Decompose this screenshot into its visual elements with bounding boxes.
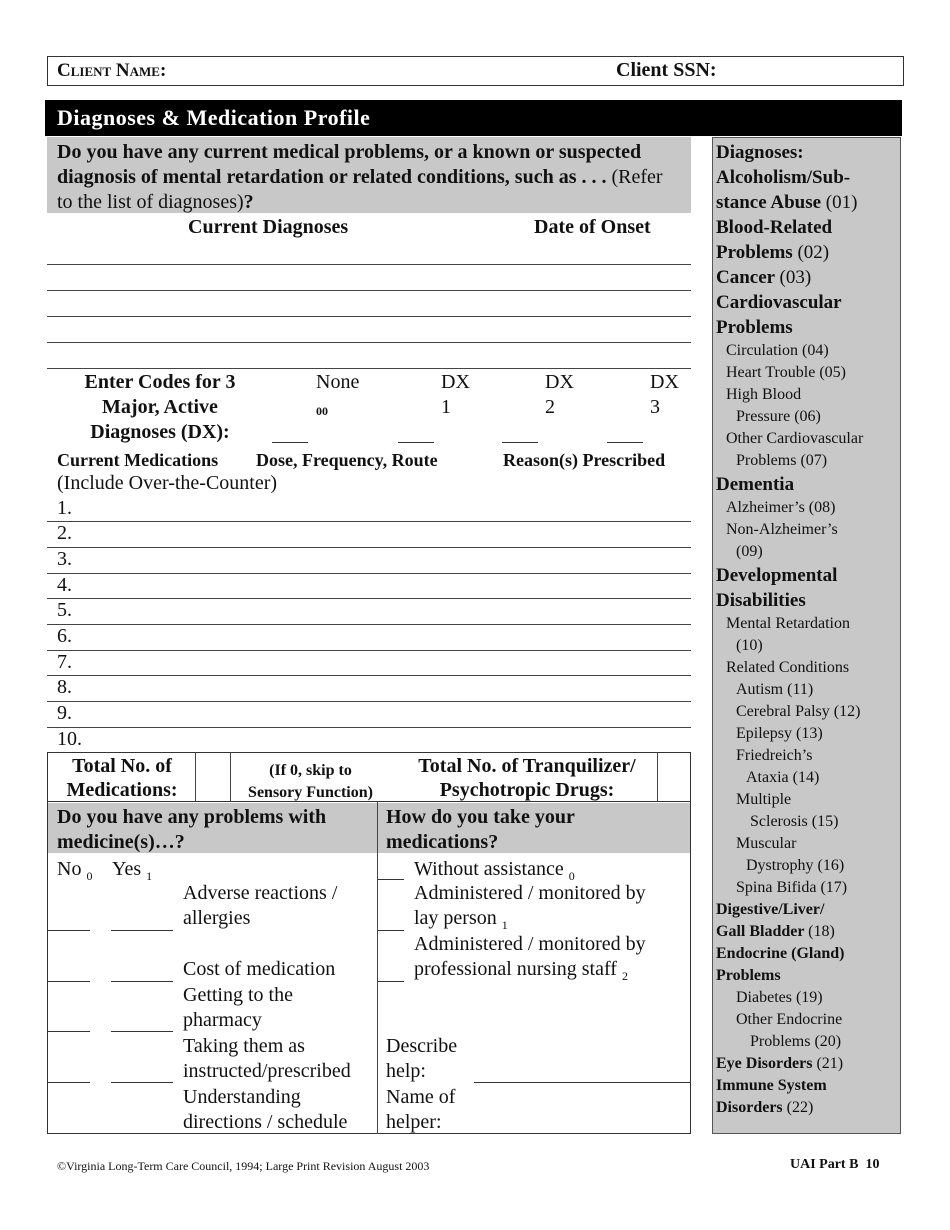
sidebar-item: Alzheimer’s (08) <box>726 499 836 516</box>
dx3-blank[interactable] <box>607 442 643 443</box>
codes-label <box>60 370 260 445</box>
dx1-blank[interactable] <box>398 442 434 443</box>
client-ssn-label[interactable]: Client SSN: <box>616 59 717 81</box>
dx1-label-b: 1 <box>441 396 451 418</box>
option-blank-without-assistance[interactable] <box>378 879 404 880</box>
sidebar-item: Sclerosis (15) <box>750 813 839 830</box>
dx2-label-b: 2 <box>545 396 555 418</box>
sidebar-item: Cerebral Palsy (12) <box>736 703 861 720</box>
opt3-line1: Administered / monitored by <box>414 933 646 955</box>
no-sub: 0 <box>86 869 93 883</box>
sidebar-item <box>716 265 900 290</box>
option-blank-lay-person[interactable] <box>378 930 404 931</box>
helper-line2: helper: <box>386 1111 442 1133</box>
diagnosis-line-5[interactable] <box>47 368 691 369</box>
sidebar-heading: Diagnoses: <box>716 142 804 163</box>
problem-item-line: Understanding <box>183 1086 301 1108</box>
total-meds-label <box>50 754 194 802</box>
sidebar-item: (10) <box>736 637 763 654</box>
sidebar-item: Multiple <box>736 791 792 808</box>
dx2-label <box>545 370 574 420</box>
med-line-number: 9. <box>57 702 72 724</box>
helper-line1: Name of <box>386 1086 456 1108</box>
sidebar-item: Disabilities <box>716 590 806 611</box>
dx3-label-b: 3 <box>650 396 660 418</box>
med-line-number: 10. <box>57 728 82 750</box>
footer-page-num: 10 <box>865 1157 880 1172</box>
date-of-onset-header: Date of Onset <box>534 216 651 238</box>
total-meds-box[interactable] <box>196 753 230 801</box>
problem-item-line: Taking them as <box>183 1035 305 1057</box>
problem-item <box>183 881 337 931</box>
med-line[interactable] <box>47 573 691 574</box>
total-meds-label-1: Total No. of <box>72 755 172 777</box>
footer-page <box>790 1157 879 1173</box>
total-meds-label-2: Medications: <box>66 779 178 801</box>
question1-normal: (Refer to the list of diagnoses) <box>57 166 663 213</box>
problems-header-1: Do you have any problems with <box>57 806 327 828</box>
dx2-blank[interactable] <box>502 442 538 443</box>
helper-name-blank[interactable] <box>474 1133 690 1134</box>
codes-label-1: Enter Codes for 3 <box>84 371 236 393</box>
sidebar-code: (01) <box>825 192 858 213</box>
skip-note-1: (If 0, skip to <box>269 762 352 779</box>
how-take-header-2: medications? <box>386 831 499 853</box>
sidebar-item: Alcoholism/Sub- <box>716 167 851 188</box>
question1-bold: Do you have any current medical problems, or a known or suspected diagnosis of mental retardation or related conditions, such as . . . <box>57 141 642 188</box>
med-line[interactable] <box>47 547 691 548</box>
problem-item <box>183 957 335 982</box>
med-line[interactable] <box>47 650 691 651</box>
sidebar-item: Non-Alzheimer’s <box>726 521 838 538</box>
tranq-label <box>396 754 658 802</box>
med-line-number: 4. <box>57 574 72 596</box>
yes-sub: 1 <box>146 869 153 883</box>
none-code: 00 <box>316 404 328 418</box>
problem-no-blank[interactable] <box>48 1031 90 1032</box>
problems-header-2: medicine(s)…? <box>57 831 185 853</box>
sidebar-item: Circulation (04) <box>726 342 829 359</box>
describe-line2: help: <box>386 1060 426 1082</box>
question1-text <box>57 140 677 215</box>
opt2-line2: lay person <box>414 907 497 929</box>
dx1-label <box>441 370 470 420</box>
sidebar-item: Other Cardiovascular <box>726 430 864 447</box>
question1-end: ? <box>243 191 254 213</box>
no-label <box>57 857 92 889</box>
none-code-blank[interactable] <box>272 442 308 443</box>
dx2-label-a: DX <box>545 371 574 393</box>
sidebar-text: stance Abuse <box>716 192 822 213</box>
opt3-sub: 2 <box>621 969 628 983</box>
problem-item-line: Adverse reactions / <box>183 882 338 904</box>
problem-item <box>183 983 293 1033</box>
no-label-text: No <box>57 858 82 880</box>
current-diagnoses-header: Current Diagnoses <box>188 216 349 238</box>
opt2-sub: 1 <box>501 918 508 932</box>
med-line[interactable] <box>47 521 691 522</box>
option-lay-person <box>414 881 646 938</box>
opt3-line2: professional nursing staff <box>414 958 617 980</box>
sidebar-item: Endocrine (Gland) <box>716 945 845 962</box>
problem-no-blank[interactable] <box>48 1082 90 1083</box>
tranq-label-2: Psychotropic Drugs: <box>439 779 615 801</box>
sidebar-item: Dystrophy (16) <box>746 857 845 874</box>
sidebar-code: (02) <box>797 242 830 263</box>
problem-item-line: pharmacy <box>183 1009 262 1031</box>
dx1-label-a: DX <box>441 371 470 393</box>
med-line-number: 1. <box>57 497 72 519</box>
problem-item-line: directions / schedule <box>183 1111 348 1133</box>
footer-copyright: ©Virginia Long-Term Care Council, 1994; Large Print Revision August 2003 <box>57 1159 430 1173</box>
yes-label-text: Yes <box>112 858 142 880</box>
med-line[interactable] <box>47 675 691 676</box>
sidebar-item: Ataxia (14) <box>746 769 820 786</box>
dose-header: Dose, Frequency, Route <box>256 450 438 470</box>
med-line-number: 7. <box>57 651 72 673</box>
med-line[interactable] <box>47 727 691 728</box>
describe-help-blank[interactable] <box>474 1082 690 1083</box>
sidebar-code: (21) <box>816 1055 844 1072</box>
opt1-sub: 0 <box>568 869 575 883</box>
med-line-number: 6. <box>57 625 72 647</box>
sidebar-item <box>716 190 900 215</box>
how-take-header-1: How do you take your <box>386 806 575 828</box>
sidebar-code: (03) <box>779 267 812 288</box>
include-otc-note: (Include Over-the-Counter) <box>57 472 278 494</box>
skip-note-2: Sensory Function) <box>248 784 373 801</box>
sidebar-item <box>716 1097 900 1119</box>
tranq-box[interactable] <box>658 753 690 801</box>
client-name-label[interactable]: Client Name: <box>57 60 167 81</box>
dx3-label-a: DX <box>650 371 679 393</box>
med-line-number: 5. <box>57 599 72 621</box>
describe-line1: Describe <box>386 1035 458 1057</box>
problem-item-line: allergies <box>183 907 251 929</box>
sidebar-item: Friedreich’s <box>736 747 813 764</box>
option-nursing-staff <box>414 932 646 989</box>
opt2-line1: Administered / monitored by <box>414 882 646 904</box>
yes-label <box>112 857 152 889</box>
sidebar-item: Pressure (06) <box>736 408 821 425</box>
diagnosis-line-1[interactable] <box>47 264 691 265</box>
problem-no-blank[interactable] <box>48 930 90 931</box>
med-line[interactable] <box>47 598 691 599</box>
problem-no-blank[interactable] <box>48 1133 90 1134</box>
med-line-number: 2. <box>57 522 72 544</box>
codes-label-3: Diagnoses (DX): <box>90 421 230 443</box>
describe-help-label <box>386 1034 457 1084</box>
sidebar-item: Heart Trouble (05) <box>726 364 846 381</box>
sidebar-item: Problems <box>716 967 781 984</box>
sidebar-item: Other Endocrine <box>736 1011 843 1028</box>
problem-item-line: Getting to the <box>183 984 293 1006</box>
sidebar-item: Epilepsy (13) <box>736 725 823 742</box>
diagnosis-line-3[interactable] <box>47 316 691 317</box>
sidebar-text: Eye Disorders <box>716 1055 813 1072</box>
diagnoses-sidebar <box>712 137 901 1134</box>
sidebar-item: Autism (11) <box>736 681 814 698</box>
sidebar-item <box>716 240 900 265</box>
sidebar-text: Disorders <box>716 1099 783 1116</box>
client-header-box <box>47 56 904 86</box>
sidebar-text: Cancer <box>716 267 775 288</box>
sidebar-code: (22) <box>786 1099 814 1116</box>
med-line[interactable] <box>47 624 691 625</box>
problem-yes-blank[interactable] <box>111 930 173 931</box>
sidebar-item: Muscular <box>736 835 797 852</box>
sidebar-item: Problems <box>716 317 793 338</box>
problem-item-line: instructed/prescribed <box>183 1060 351 1082</box>
problem-item <box>183 1034 351 1084</box>
sidebar-item <box>716 921 900 943</box>
footer-page-label: UAI Part B <box>790 1157 859 1172</box>
problem-item <box>183 1085 347 1135</box>
problem-item-line: Cost of medication <box>183 958 336 980</box>
sidebar-item: Diabetes (19) <box>736 989 823 1006</box>
problems-header <box>57 805 326 855</box>
sidebar-item: Problems (20) <box>750 1033 842 1050</box>
problem-no-blank[interactable] <box>48 981 90 982</box>
codes-label-2: Major, Active <box>102 396 218 418</box>
sidebar-item: Digestive/Liver/ <box>716 901 825 918</box>
sidebar-text: Problems <box>716 242 793 263</box>
opt1-text: Without assistance <box>414 858 564 880</box>
sidebar-item: Problems (07) <box>736 452 828 469</box>
sidebar-item <box>716 1053 900 1075</box>
tranq-label-1: Total No. of Tranquilizer/ <box>418 755 636 777</box>
totals-divider <box>230 752 231 802</box>
med-line-number: 3. <box>57 548 72 570</box>
diagnosis-line-2[interactable] <box>47 290 691 291</box>
helper-name-label <box>386 1085 455 1135</box>
problem-yes-blank[interactable] <box>111 981 173 982</box>
problem-yes-blank[interactable] <box>111 1082 173 1083</box>
sidebar-item: Developmental <box>716 565 838 586</box>
problem-yes-blank[interactable] <box>111 1133 173 1134</box>
dx3-label <box>650 370 679 420</box>
sidebar-item: Mental Retardation <box>726 615 850 632</box>
none-label: None <box>316 371 360 393</box>
med-line[interactable] <box>47 701 691 702</box>
sidebar-item: Immune System <box>716 1077 827 1094</box>
current-medications-header: Current Medications <box>57 450 219 470</box>
option-blank-nursing-staff[interactable] <box>378 981 404 982</box>
sidebar-item: Spina Bifida (17) <box>736 879 848 896</box>
sidebar-code: (18) <box>808 923 835 940</box>
med-line-number: 8. <box>57 676 72 698</box>
sidebar-item: Cardiovascular <box>716 292 842 313</box>
sidebar-item: High Blood <box>726 386 802 403</box>
diagnosis-line-4[interactable] <box>47 342 691 343</box>
section-title: Diagnoses & Medication Profile <box>57 105 371 130</box>
sidebar-item: (09) <box>736 543 763 560</box>
sidebar-item: Blood-Related <box>716 217 833 238</box>
sidebar-item: Dementia <box>716 474 795 495</box>
problem-yes-blank[interactable] <box>111 1031 173 1032</box>
skip-note <box>232 760 389 804</box>
sidebar-text: Gall Bladder <box>716 923 805 940</box>
sidebar-item: Related Conditions <box>726 659 850 676</box>
how-take-header <box>386 805 575 855</box>
reason-header: Reason(s) Prescribed <box>503 450 666 470</box>
